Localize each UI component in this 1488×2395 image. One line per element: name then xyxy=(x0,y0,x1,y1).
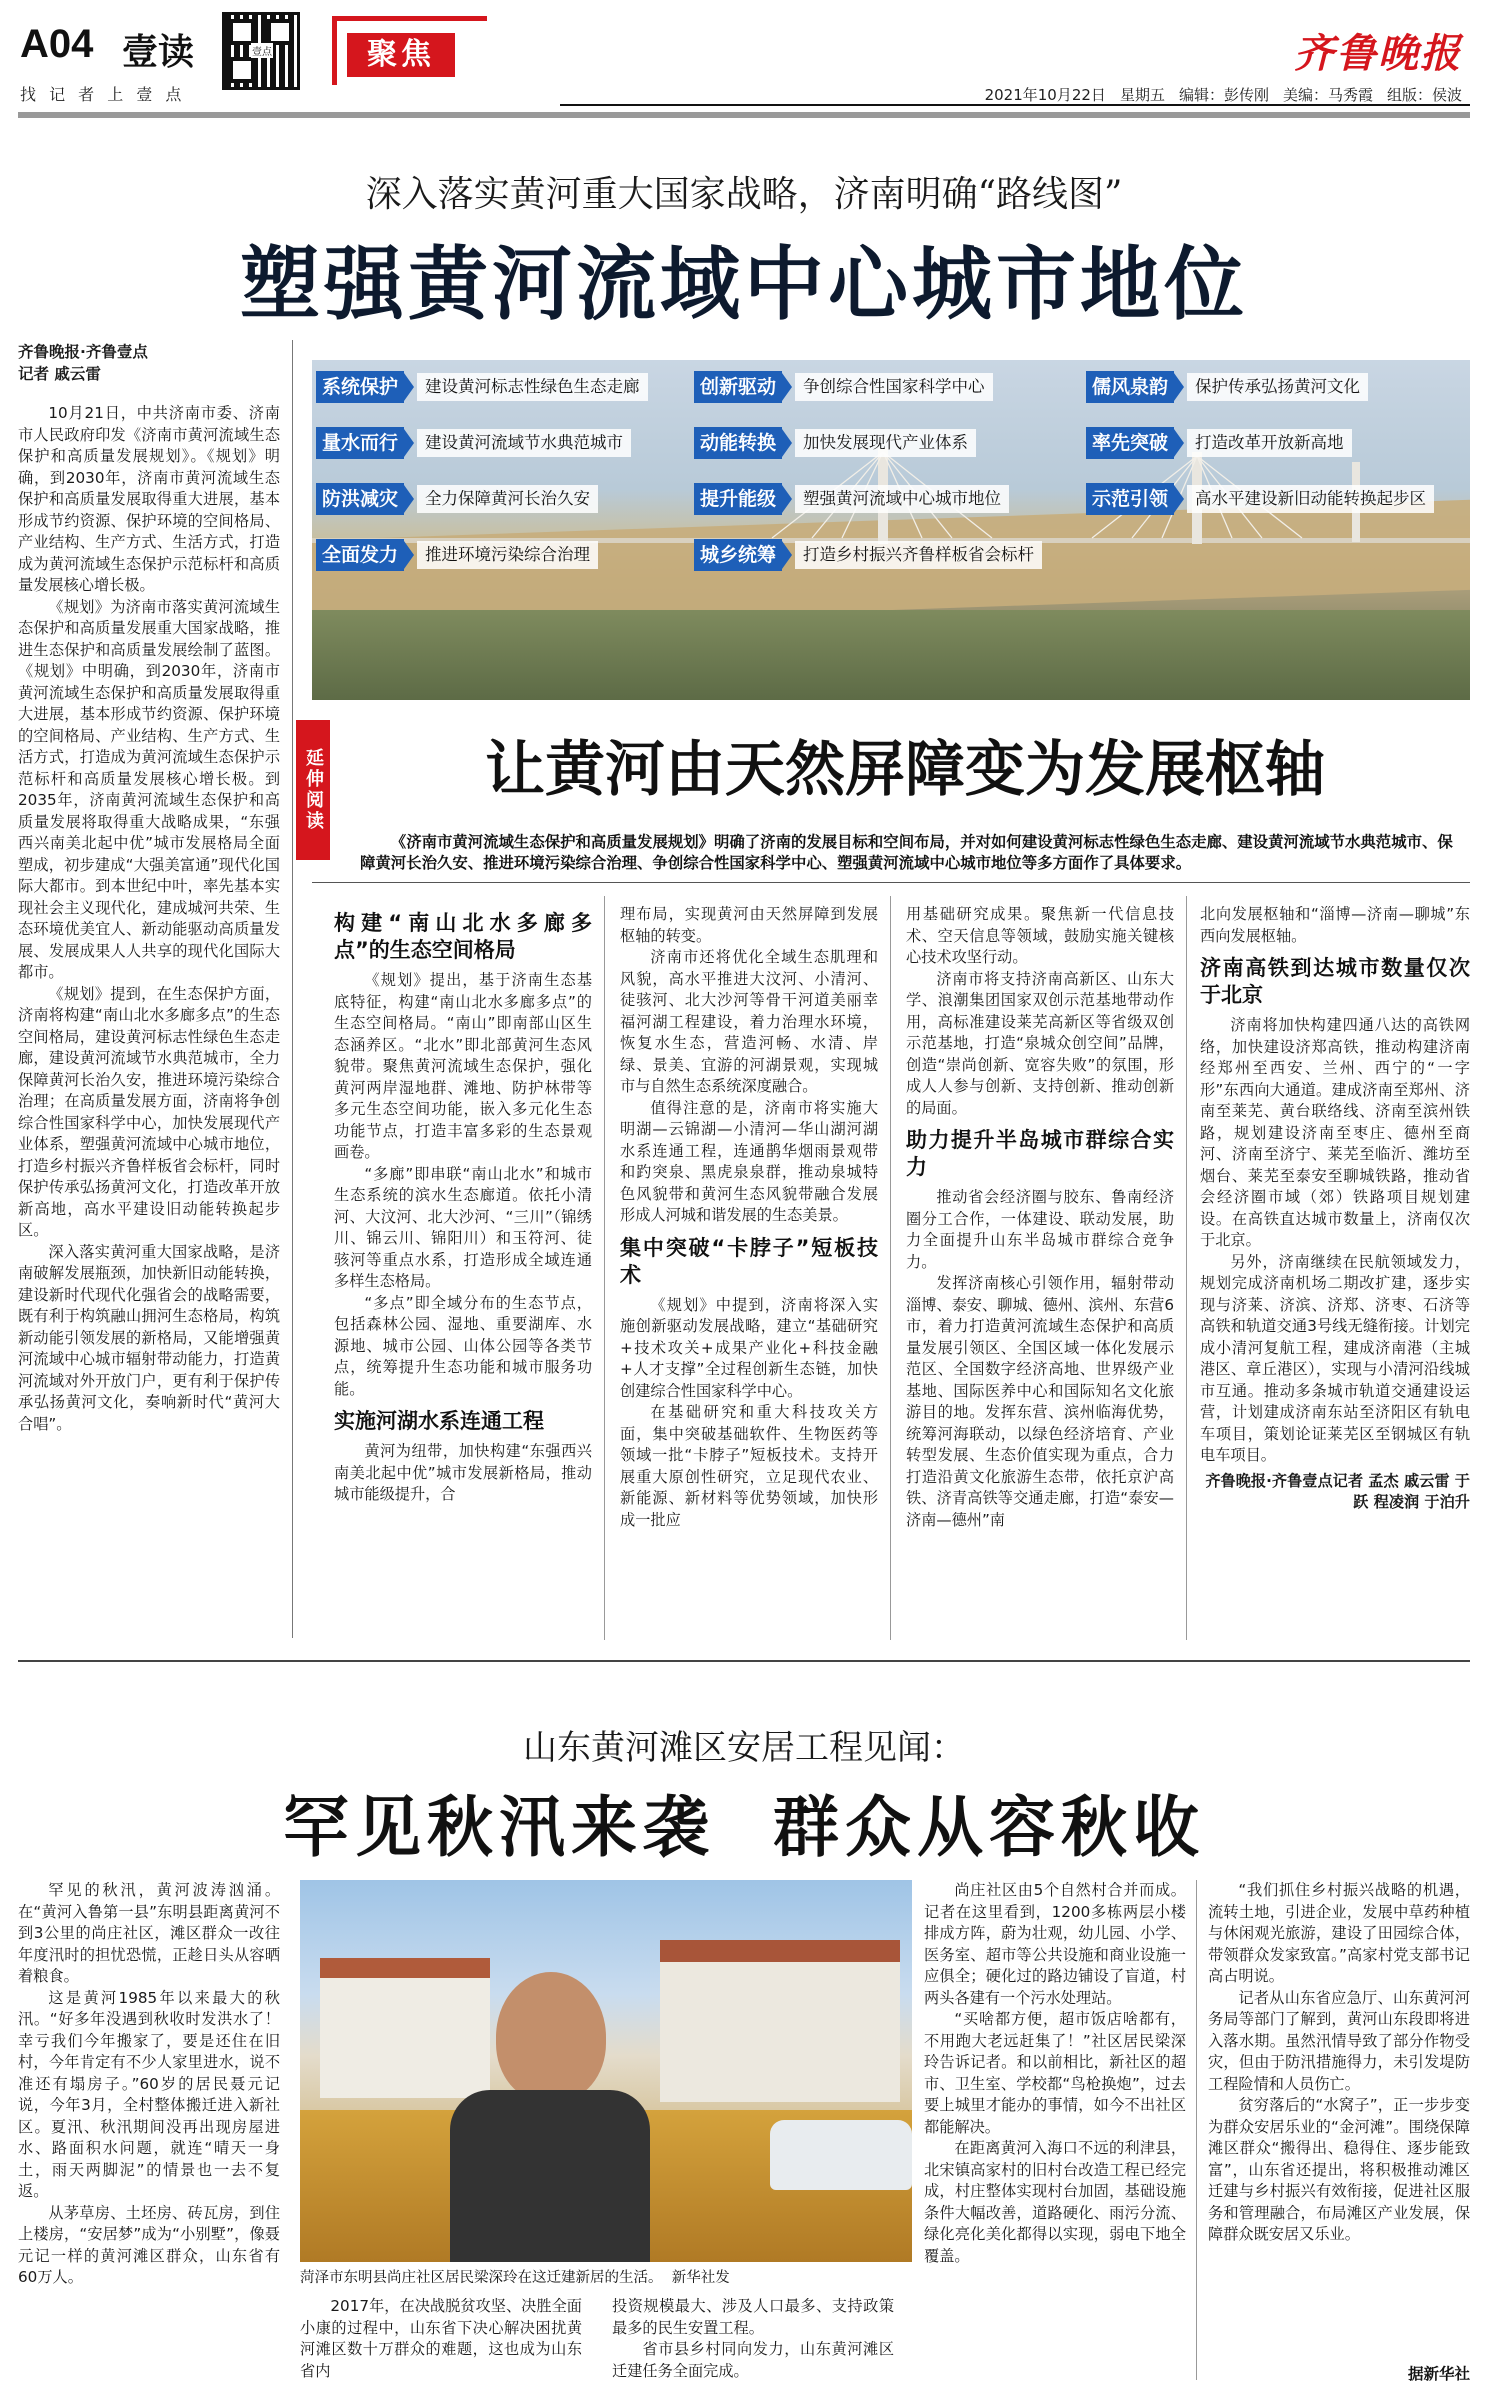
tag-value: 全力保障黄河长治久安 xyxy=(417,485,598,513)
story2-column xyxy=(924,1880,1186,2385)
section-divider xyxy=(18,1660,1470,1662)
tag-key: 城乡统筹 xyxy=(694,539,782,571)
story2-kicker: 山东黄河滩区安居工程见闻： xyxy=(523,1728,965,1768)
extension-column xyxy=(906,896,1174,1640)
tag-value: 争创综合性国家科学中心 xyxy=(795,373,993,401)
extension-byline: 齐鲁晚报·齐鲁壹点记者 孟杰 戚云雷 于跃 程凌润 于泊升 xyxy=(1205,1471,1470,1511)
extension-subhead: 济南高铁到达城市数量仅次于北京 xyxy=(1200,956,1470,1007)
extension-paragraph: 《规划》中提到，济南将深入实施创新驱动发展战略，建立“基础研究+技术攻关+成果产业化+科技金融+人才支撑”全过程创新生态链，加快创建综合性国家科学中心。 xyxy=(620,1295,878,1400)
tag-key: 率先突破 xyxy=(1086,427,1174,459)
story2-paragraph: 2017年，在决战脱贫攻坚、决胜全面小康的过程中，山东省下决心解决困扰黄河滩区数十万群众的难题，这也成为山东省内 xyxy=(300,2297,582,2380)
story2-paragraph: 这是黄河1985年以来最大的秋汛。“好多年没遇到秋收时发洪水了！幸亏我们今年搬家了，要是还住在旧村，今年肯定有不少人家里进水，说不准还有塌房子。”60岁的居民聂元记说，今年3月，全村整体搬迁进入新社区。夏汛、秋汛期间没再出现房屋进水、路面积水问题，就连“晴天一身土，雨天两脚泥”的情景也一去不复返。 xyxy=(18,1988,280,2200)
story2-paragraph: 省市县乡村同向发力，山东黄河滩区迁建任务全面完成。 xyxy=(612,2340,894,2380)
extension-subhead: 实施河湖水系连通工程 xyxy=(334,1409,544,1433)
masthead xyxy=(0,0,1488,110)
column-divider xyxy=(890,896,891,1640)
tag-arrow-icon xyxy=(782,485,792,513)
extension-paragraph: 北向发展枢轴和“淄博—济南—聊城”东西向发展枢轴。 xyxy=(1200,905,1470,945)
story1-byline-source: 齐鲁晚报·齐鲁壹点 xyxy=(18,343,148,361)
house-shape xyxy=(660,1940,900,2102)
masthead-bar xyxy=(18,112,1470,118)
column-tab xyxy=(332,16,487,85)
tag-value: 加快发展现代产业体系 xyxy=(795,429,976,457)
extension-subhead: 构建“南山北水多廊多点”的生态空间格局 xyxy=(334,911,592,962)
masthead-slogan: 找 记 者 上 壹 点 xyxy=(20,85,186,104)
tag-item xyxy=(316,482,598,516)
tag-item xyxy=(694,482,1009,516)
extension-paragraph: 另外，济南继续在民航领域发力，规划完成济南机场二期改扩建，逐步实现与济莱、济滨、济郑、济枣、石济等高铁和轨道交通3号线无缝衔接。计划完成小清河复航工程，建成济南港（主城港区、章丘港区），实现与小清河沿线城市互通。推动多条城市轨道交通建设运营，计划建成济南东站至济阳区有轨电车项目，策划论证莱芜区至钢城区有轨电车项目。 xyxy=(1200,1252,1470,1464)
tag-value: 打造改革开放新高地 xyxy=(1187,429,1352,457)
qr-code-icon[interactable] xyxy=(222,12,300,90)
story2-column xyxy=(1208,1880,1470,2360)
person-figure xyxy=(496,1972,606,2102)
tag-arrow-icon xyxy=(404,485,414,513)
extension-headline: 让黄河由天然屏障变为发展枢轴 xyxy=(485,735,1325,805)
tag-arrow-icon xyxy=(404,429,414,457)
tag-arrow-icon xyxy=(782,429,792,457)
person-figure xyxy=(450,2090,650,2262)
story1-body xyxy=(18,342,280,1642)
story1-kicker: 深入落实黄河重大国家战略，济南明确“路线图” xyxy=(365,174,1123,215)
tag-key: 防洪减灾 xyxy=(316,483,404,515)
story2-column xyxy=(18,1880,280,2385)
story1-paragraph: 《规划》为济南市落实黄河流域生态保护和高质量发展重大国家战略，推进生态保护和高质量发展绘制了蓝图。《规划》中明确，到2030年，济南市黄河流域生态保护和高质量发展取得重大进展，基本形成节约资源、保护环境的空间格局、产业结构、生产方式、生活方式，打造成为黄河流域生态保护示范标杆和高质量发展核心增长极。到2035年，济南黄河流域生态保护和高质量发展将取得重大战略成果，“东强西兴南美北起中优”城市发展格局全面塑成，初步建成“大强美富通”现代化国际大都市。到本世纪中叶，率先基本实现社会主义现代化，建成城河共荣、生态环境优美宜人、新动能驱动高质量发展、发展成果人人共享的现代化国际大都市。 xyxy=(18,597,280,981)
tag-key: 量水而行 xyxy=(316,427,404,459)
story2-headline: 罕见秋汛来袭 群众从容秋收 xyxy=(283,1789,1205,1866)
story1-paragraph: 《规划》提到，在生态保护方面，济南将构建“南山北水多廊多点”的生态空间格局，建设黄河标志性绿色生态走廊，建设黄河流域节水典范城市，全力保障黄河长治久安，推进环境污染综合治理；在高质量发展方面，济南将争创综合性国家科学中心，加快发展现代产业体系，塑强黄河流域中心城市地位，打造乡村振兴齐鲁样板省会标杆，同时保护传承弘扬黄河文化，打造改革开放新高地，高水平建设旧动能转换起步区。 xyxy=(18,984,280,1239)
story2-photo xyxy=(300,1880,912,2262)
story2-column xyxy=(300,2296,582,2388)
story1-paragraph: 10月21日，中共济南市委、济南市人民政府印发《济南市黄河流域生态保护和高质量发展规划》。《规划》明确，到2030年，济南市黄河流域生态保护和高质量发展取得重大进展，基本形成节约资源、保护环境的空间格局、产业结构、生产方式、生活方式，打造成为黄河流域生态保护示范标杆和高质量发展核心增长极。 xyxy=(18,404,280,594)
story2-paragraph: 尚庄社区由5个自然村合并而成。记者在这里看到，1200多栋两层小楼排成方阵，蔚为壮观，幼儿园、小学、医务室、超市等公共设施和商业设施一应俱全；硬化过的路边铺设了盲道，村两头各建有一个污水处理站。 xyxy=(924,1881,1186,2007)
tag-value: 保护传承弘扬黄河文化 xyxy=(1187,373,1368,401)
editor-credit: 编辑：彭传刚 xyxy=(1178,86,1269,104)
tag-key: 提升能级 xyxy=(694,483,782,515)
extension-paragraph: 理布局，实现黄河由天然屏障到发展枢轴的转变。 xyxy=(620,905,878,945)
tag-key: 创新驱动 xyxy=(694,371,782,403)
extension-paragraph: 济南市将支持济南高新区、山东大学、浪潮集团国家双创示范基地带动作用，高标准建设莱芜高新区等省级双创示范基地，打造“泉城众创空间”品牌，创造“崇尚创新、宽容失败”的氛围，形成人人参与创新、支持创新、推动创新的局面。 xyxy=(906,969,1174,1117)
extension-column xyxy=(620,896,878,1640)
tag-item xyxy=(1086,370,1368,404)
extension-paragraph: 推动省会经济圈与胶东、鲁南经济圈分工合作，一体建设、联动发展，助力全面提升山东半岛城市群综合竞争力。 xyxy=(906,1188,1174,1271)
tag-value: 建设黄河标志性绿色生态走廊 xyxy=(417,373,648,401)
qr-caption: 壹点 xyxy=(251,43,273,58)
tag-value: 高水平建设新旧动能转换起步区 xyxy=(1187,485,1434,513)
tag-item xyxy=(316,370,648,404)
tag-key: 系统保护 xyxy=(316,371,404,403)
story2-paragraph: “买啥都方便，超市饭店啥都有，不用跑大老远赶集了！”社区居民梁深玲告诉记者。和以前相比，新社区的超市、卫生室、学校都“鸟枪换炮”，过去要上城里才能办的事情，如今不出社区都能解决。 xyxy=(924,2010,1186,2136)
story1-headline: 塑强黄河流域中心城市地位 xyxy=(240,238,1248,331)
column-tab-label: 聚焦 xyxy=(347,33,455,77)
hero-photo xyxy=(312,360,1470,700)
tag-value: 塑强黄河流域中心城市地位 xyxy=(795,485,1009,513)
designer-credit: 美编：马秀霞 xyxy=(1282,86,1373,104)
extension-paragraph: 发挥济南核心引领作用，辐射带动淄博、泰安、聊城、德州、滨州、东营6市，着力打造黄河流域生态保护和高质量发展引领区、全国区域一体化发展示范区、全国数字经济高地、世界级产业基地、国际医养中心和国际知名文化旅游目的地。发挥东营、滨州临海优势，统筹河海联动，以绿色经济培育、产业转型发展、生态价值实现为重点，合力打造沿黄文化旅游生态带，依托京沪高铁、济青高铁等交通走廊，打造“泰安—济南—德州”南 xyxy=(906,1274,1174,1529)
extension-paragraph: 济南市还将优化全域生态肌理和风貌，高水平推进大汶河、小清河、徒骇河、北大沙河等骨干河道美丽幸福河湖工程建设，着力治理水环境，恢复水生态，营造河畅、水清、岸绿、景美、宜游的河湖景观，实现城市与自然生态系统深度融合。 xyxy=(620,948,878,1095)
extension-paragraph: 用基础研究成果。聚焦新一代信息技术、空天信息等领域，鼓励实施关键核心技术攻坚行动。 xyxy=(906,905,1174,966)
extension-paragraph: 在基础研究和重大科技攻关方面，集中突破基础软件、生物医药等领域一批“卡脖子”短板技术。支持开展重大原创性研究，立足现代农业、新能源、新材料等优势领域，加快形成一批应 xyxy=(620,1403,878,1529)
extension-column xyxy=(334,896,592,1640)
tag-key: 动能转换 xyxy=(694,427,782,459)
tag-arrow-icon xyxy=(404,373,414,401)
story2-paragraph: 记者从山东省应急厅、山东黄河河务局等部门了解到，黄河山东段即将进入落水期。虽然汛情导致了部分作物受灾，但由于防汛措施得力，未引发堤防工程险情和人员伤亡。 xyxy=(1208,1988,1470,2093)
tag-item xyxy=(316,538,598,572)
extension-column xyxy=(1200,896,1470,1640)
extension-lead: 《济南市黄河流域生态保护和高质量发展规划》明确了济南的发展目标和空间布局，并对如何建设黄河标志性绿色生态走廊、建设黄河流域节水典范城市、保障黄河长治久安、推进环境污染综合治理、争创综合性国家科学中心、塑强黄河流域中心城市地位等多方面作了具体要求。 xyxy=(360,833,1453,872)
story2-paragraph: 从茅草房、土坯房、砖瓦房，到住上楼房，“安居梦”成为“小别墅”，像聂元记一样的黄河滩区群众，山东省有60万人。 xyxy=(18,2203,280,2286)
tag-arrow-icon xyxy=(1174,485,1184,513)
story2-photo-caption: 菏泽市东明县尚庄社区居民梁深玲在这迁建新居的生活。 新华社发 xyxy=(300,2270,730,2286)
house-shape xyxy=(320,1958,490,2098)
tag-item xyxy=(1086,426,1352,460)
page-number: A04 xyxy=(20,22,94,66)
column-divider xyxy=(292,340,293,1638)
tag-key: 儒风泉韵 xyxy=(1086,371,1174,403)
issue-date: 2021年10月22日 xyxy=(984,86,1106,104)
extension-paragraph: 值得注意的是，济南市将实施大明湖—云锦湖—小清河—华山湖河湖水系连通工程，连通鹊华烟雨景观带和趵突泉、黑虎泉泉群，推动泉城特色风貌带和黄河生态风貌带融合发展形成人河城和谐发展的生态美景。 xyxy=(620,1098,878,1224)
column-divider xyxy=(1196,1880,1197,2380)
tag-arrow-icon xyxy=(1174,373,1184,401)
extension-paragraph: “多点”即全域分布的生态节点，包括森林公园、湿地、重要湖库、水源地、城市公园、山体公园等各类节点，统筹提升生态功能和城市服务功能。 xyxy=(334,1293,592,1398)
masthead-divider xyxy=(560,104,1470,106)
tag-item xyxy=(694,426,976,460)
tag-item xyxy=(1086,482,1434,516)
story2-paragraph: “我们抓住乡村振兴战略的机遇，流转土地，引进企业，发展中草药种植与休闲观光旅游，建设了田园综合体，带领群众发家致富。”高家村党支部书记高占明说。 xyxy=(1208,1881,1470,1985)
story1-paragraph: 深入落实黄河重大国家战略，是济南破解发展瓶颈，加快新旧动能转换，建设新时代现代化强省会的战略需要，既有利于构筑融山拥河生态格局，构筑新动能引领发展的新格局，又能增强黄河流域中心城市辐射带动能力，打造黄河流域对外开放门户，更有利于保护传承弘扬黄河文化，奏响新时代“黄河大合唱”。 xyxy=(18,1242,280,1433)
tag-arrow-icon xyxy=(1174,429,1184,457)
issue-weekday: 星期五 xyxy=(1119,86,1165,104)
tag-value: 建设黄河流域节水典范城市 xyxy=(417,429,631,457)
section-name: 壹读 xyxy=(122,32,195,73)
story2-credit: 据新华社 xyxy=(1407,2365,1470,2383)
tag-key: 示范引领 xyxy=(1086,483,1174,515)
extension-badge: 延伸阅读 xyxy=(296,720,330,860)
field-foreground xyxy=(312,610,1470,700)
story2-paragraph: 罕见的秋汛，黄河波涛汹涌。在“黄河入鲁第一县”东明县距离黄河不到3公里的尚庄社区，滩区群众一改往年度汛时的担忧恐慌，正趁日头从容晒着粮食。 xyxy=(18,1881,280,1985)
masthead-info xyxy=(985,84,1462,105)
tag-item xyxy=(694,538,1042,572)
tag-item xyxy=(316,426,631,460)
story2-column xyxy=(612,2296,894,2388)
story2-paragraph: 贫穷落后的“水窝子”，正一步步变为群众安居乐业的“金河滩”。围绕保障滩区群众“搬得出、稳得住、逐步能致富”，山东省还提出，将积极推动滩区迁建与乡村振兴有效衔接，促进社区服务和管理融合，布局滩区产业发展，保障群众既安居又乐业。 xyxy=(1208,2096,1470,2243)
extension-paragraph: 《规划》提出，基于济南生态基底特征，构建“南山北水多廊多点”的生态空间格局。“南山”即南部山区生态涵养区。“北水”即北部黄河生态风貌带。聚焦黄河流域生态保护，强化黄河两岸湿地群、滩地、防护林带等多元生态空间功能，嵌入多元化生态功能节点，打造丰富多彩的生态景观画卷。 xyxy=(334,971,592,1161)
tag-value: 推进环境污染综合治理 xyxy=(417,541,598,569)
extension-paragraph: 济南将加快构建四通八达的高铁网络，加快建设济郑高铁，推动构建济南经郑州至西安、兰州、西宁的“一字形”东西向大通道。建成济南至郑州、济南至莱芜、黄台联络线、济南至滨州铁路，规划建设济南至枣庄、德州至商河、济南至济宁、莱芜至临沂、潍坊至烟台、莱芜至泰安至聊城铁路，推动省会经济圈市域（郊）铁路项目规划建设。在高铁直达城市数量上，济南仅次于北京。 xyxy=(1200,1016,1470,1249)
extension-subhead: 集中突破“卡脖子”短板技术 xyxy=(620,1235,878,1287)
extension-paragraph: 黄河为纽带，加快构建“东强西兴南美北起中优”城市发展新格局，推动城市能级提升，合 xyxy=(334,1442,592,1503)
column-divider xyxy=(1186,896,1187,1640)
layout-credit: 组版：侯波 xyxy=(1386,86,1462,104)
tag-arrow-icon xyxy=(782,541,792,569)
tag-arrow-icon xyxy=(404,541,414,569)
story2-paragraph: 在距离黄河入海口不远的利津县，北宋镇高家村的旧村台改造工程已经完成，村庄整体实现村台加固，基础设施条件大幅改善，道路硬化、雨污分流、绿化亮化美化都得以实现，弱电下地全覆盖。 xyxy=(924,2139,1186,2265)
tag-key: 全面发力 xyxy=(316,539,404,571)
extension-subhead: 助力提升半岛城市群综合实力 xyxy=(906,1128,1174,1179)
tag-value: 打造乡村振兴齐鲁样板省会标杆 xyxy=(795,541,1042,569)
car-shape xyxy=(770,2120,912,2190)
newspaper-logo: 齐鲁晚报 xyxy=(1294,30,1462,77)
extension-lead-rule xyxy=(312,882,1470,883)
story1-byline-reporter: 记者 戚云雷 xyxy=(18,364,101,383)
tag-arrow-icon xyxy=(782,373,792,401)
extension-paragraph: “多廊”即串联“南山北水”和城市生态系统的滨水生态廊道。依托小清河、大汶河、北大沙河、“三川”（锦绣川、锦云川、锦阳川）和玉符河、徒骇河等重点水系，打造形成全域连通多样生态格局。 xyxy=(334,1164,592,1290)
column-divider xyxy=(604,896,605,1640)
tag-item xyxy=(694,370,993,404)
story2-paragraph: 投资规模最大、涉及人口最多、支持政策最多的民生安置工程。 xyxy=(612,2297,894,2337)
